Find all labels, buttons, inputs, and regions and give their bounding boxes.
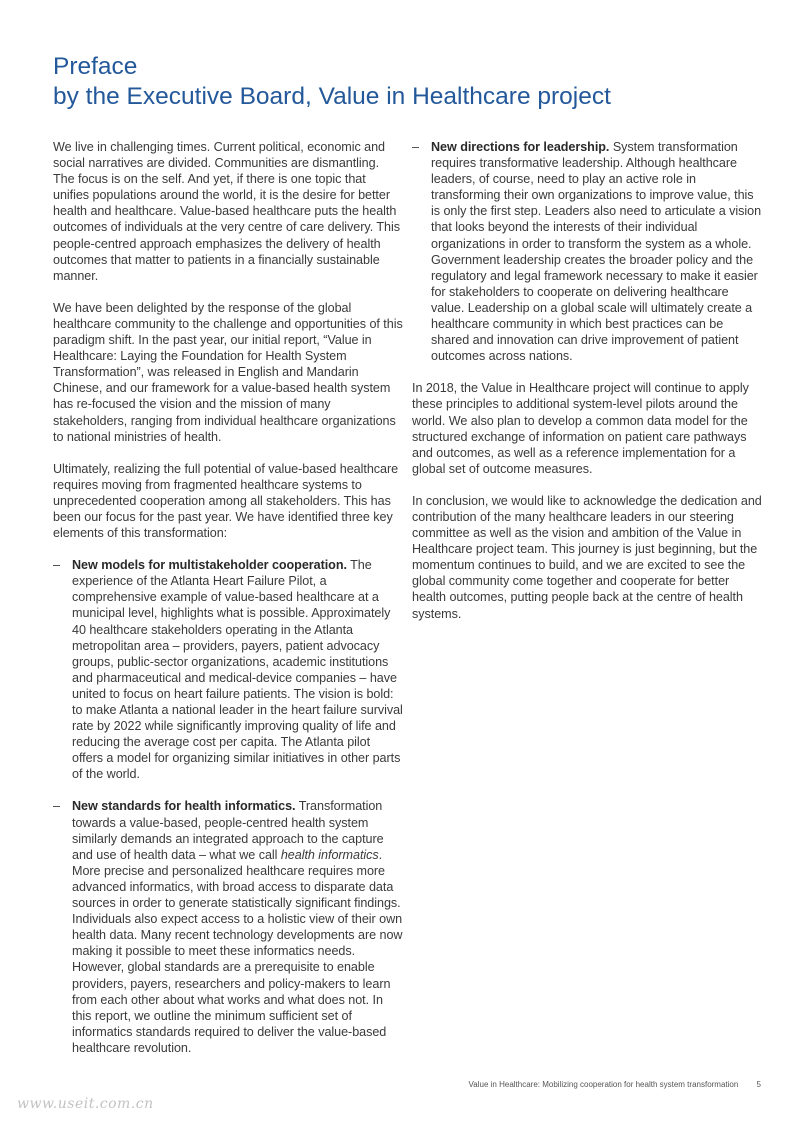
footer-text: Value in Healthcare: Mobilizing cooperation for health system transformation [468, 1080, 739, 1089]
item-lead-leadership: New directions for leadership. [431, 140, 610, 154]
page-number: 5 [756, 1080, 761, 1089]
item-text-cooperation: The experience of the Atlanta Heart Failure Pilot, a comprehensive example of value-based healthcare at a municipal level, highlights what is possible. Approximately 40 healthcare stakeholders operating in the Atlanta metropolitan area – providers, payers, patient advocacy groups, public-sector organizations, academic institutions and pharmaceutical and medical-device companies – have united to focus on heart failure patients. The vision is bold: to make Atlanta a national leader in the heart failure survival rate by 2022 while significantly improving quality of life and reducing the average cost per capita. The Atlanta pilot offers a model for organizing similar initiatives in other parts of the world. [72, 558, 403, 782]
title-line-2: by the Executive Board, Value in Healthcare project [53, 83, 611, 110]
body-paragraph-4: In 2018, the Value in Healthcare project will continue to apply these principles to additional system-level pilots around the world. We also plan to develop a common data model for the structured exchange of information on patient care pathways and outcomes, as well as a reference implementation for a global set of outcome measures. [412, 381, 749, 476]
body-paragraph-1: We live in challenging times. Current political, economic and social narratives are divided. Communities are dismantling. The focus is on the self. And yet, if there is one topic that unifies populations around the world, it is the desire for better health and healthcare. Value-based healthcare puts the health outcomes of individuals at the very centre of care delivery. This people-centred approach emphasizes the delivery of health outcomes that matter to patients in a financially sustainable manner. [53, 140, 400, 283]
body-paragraph-5: In conclusion, we would like to acknowledge the dedication and contribution of the many healthcare leaders in our steering committee as well as the vision and ambition of the Value in Healthcare project team. This journey is just beginning, but the momentum continues to build, and we are excited to see the global community come together and cooperate for better health outcomes, putting people back at the centre of health systems. [412, 493, 762, 621]
bullet-dash: – [53, 558, 60, 573]
left-column [53, 139, 403, 1072]
item-text-informatics-b: . More precise and personalized healthcare requires more advanced informatics, with broad access to disparate data sources in order to generate statistically significant findings. Individuals also expect access to a holistic view of their own health data. Many recent technology developments are now making it possible to meet these informatics needs. However, global standards are a prerequisite to enable providers, payers, researchers and policy-makers to learn from each other about what works and what does not. In this report, we outline the minimum sufficient set of informatics standards required to deliver the value-based healthcare revolution. [72, 847, 403, 1055]
body-paragraph-2: We have been delighted by the response of the global healthcare community to the challenge and opportunities of this paradigm shift. In the past year, our initial report, “Value in Healthcare: Laying the Foundation for Health System Transformation”, was released in English and Mandarin Chinese, and our framework for a value-based health system has re-focused the vision and the mission of many stakeholders, ranging from individual healthcare organizations to national ministries of health. [53, 300, 403, 444]
page-title [53, 52, 611, 112]
item-text-leadership: System transformation requires transformative leadership. Although healthcare leaders, of course, need to play an active role in transforming their own organizations to improve value, this is only the first step. Leaders also need to articulate a vision that looks beyond the interests of their individual organizations in order to transform the system as a whole. Government leadership creates the broader policy and the regulatory and legal framework necessary to make it easier for stakeholders to cooperate on delivering healthcare value. Leadership on a global scale will ultimately create a healthcare community in which best practices can be shared and innovation can drive improvement of patient outcomes across nations. [431, 140, 762, 364]
title-line-1: Preface [53, 53, 138, 80]
body-paragraph-3: Ultimately, realizing the full potential of value-based healthcare requires moving from fragmented healthcare systems to unprecedented cooperation among all stakeholders. This has been our focus for the past year. We have identified three key elements of this transformation: [53, 461, 399, 541]
item-lead-cooperation: New models for multistakeholder cooperation. [72, 558, 347, 573]
key-element-item-leadership [412, 139, 762, 364]
item-italic-health-informatics: health informatics [280, 847, 379, 862]
page-footer [469, 1080, 761, 1089]
item-lead-informatics: New standards for health informatics. [72, 799, 296, 814]
watermark: www.useit.com.cn [17, 1096, 154, 1112]
item-text-informatics-a: Transformation towards a value-based, people-centred health system similarly demands an integrated approach to the capture and use of health data – what we call [72, 799, 384, 862]
key-element-item-informatics [53, 798, 403, 1056]
right-column [412, 139, 762, 638]
bullet-dash: – [412, 140, 419, 154]
key-element-item-cooperation [53, 557, 403, 782]
bullet-dash: – [53, 799, 60, 814]
